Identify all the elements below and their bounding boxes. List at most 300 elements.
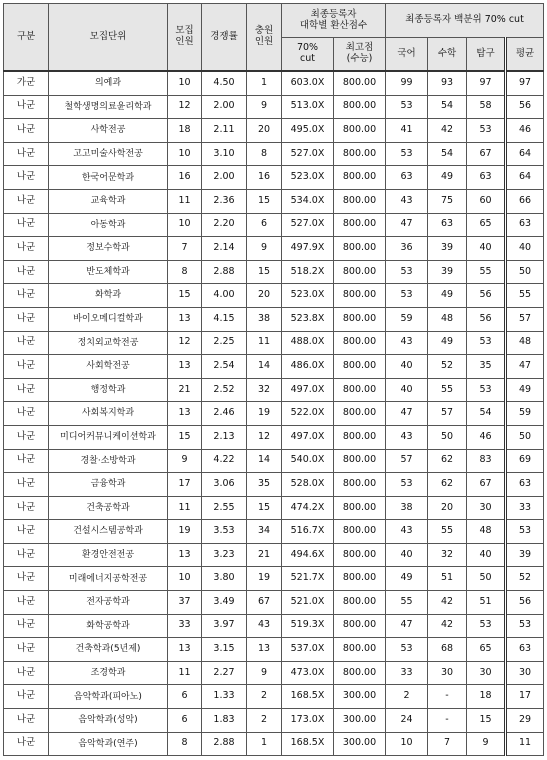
cell-ratio: 2.88 (202, 732, 247, 756)
cell-math: 20 (428, 496, 467, 520)
header-cut70: 70% cut (282, 38, 334, 72)
cell-quota: 16 (168, 166, 202, 190)
cell-extra: 16 (247, 166, 282, 190)
cell-average: 64 (506, 166, 544, 190)
cell-average: 29 (506, 709, 544, 733)
cell-korean: 53 (386, 260, 428, 284)
cell-average: 64 (506, 142, 544, 166)
table-row (4, 189, 544, 213)
cell-average: 69 (506, 449, 544, 473)
cell-ratio: 2.54 (202, 355, 247, 379)
cell-cut70: 168.5X (282, 732, 334, 756)
table-row (4, 331, 544, 355)
cell-group: 나군 (4, 331, 49, 355)
cell-cut70: 486.0X (282, 355, 334, 379)
cell-max-score: 800.00 (334, 213, 386, 237)
cell-unit: 철학생명의료윤리학과 (49, 95, 168, 119)
cell-extra: 34 (247, 520, 282, 544)
table-row (4, 260, 544, 284)
cell-ratio: 2.88 (202, 260, 247, 284)
cell-quota: 12 (168, 95, 202, 119)
cell-unit: 사학전공 (49, 119, 168, 143)
header-extra: 충원 인원 (247, 4, 282, 72)
table-row (4, 355, 544, 379)
cell-average: 53 (506, 614, 544, 638)
cell-average: 52 (506, 567, 544, 591)
cell-extra: 8 (247, 142, 282, 166)
cell-max-score: 800.00 (334, 189, 386, 213)
cell-quota: 10 (168, 567, 202, 591)
cell-max-score: 800.00 (334, 473, 386, 497)
cell-max-score: 800.00 (334, 591, 386, 615)
cell-unit: 교육학과 (49, 189, 168, 213)
cell-extra: 67 (247, 591, 282, 615)
cell-extra: 38 (247, 307, 282, 331)
cell-korean: 63 (386, 166, 428, 190)
cell-math: 93 (428, 71, 467, 95)
cell-inquiry: 54 (467, 402, 506, 426)
cell-average: 63 (506, 213, 544, 237)
cell-max-score: 800.00 (334, 661, 386, 685)
header-final-score: 최종등록자 대학별 환산점수 (282, 4, 386, 38)
cell-ratio: 4.00 (202, 284, 247, 308)
cell-cut70: 537.0X (282, 638, 334, 662)
table-row (4, 520, 544, 544)
cell-quota: 7 (168, 237, 202, 261)
cell-group: 나군 (4, 449, 49, 473)
cell-extra: 1 (247, 71, 282, 95)
cell-math: 42 (428, 119, 467, 143)
cell-korean: 43 (386, 520, 428, 544)
table-row (4, 685, 544, 709)
table-row (4, 213, 544, 237)
cell-max-score: 800.00 (334, 142, 386, 166)
cell-max-score: 800.00 (334, 119, 386, 143)
cell-average: 57 (506, 307, 544, 331)
header-quota: 모집 인원 (168, 4, 202, 72)
cell-unit: 건설시스템공학과 (49, 520, 168, 544)
table-row (4, 71, 544, 95)
cell-max-score: 800.00 (334, 496, 386, 520)
cell-inquiry: 56 (467, 284, 506, 308)
cell-math: 49 (428, 284, 467, 308)
cell-quota: 11 (168, 496, 202, 520)
cell-math: 39 (428, 237, 467, 261)
cell-unit: 건축학과(5년제) (49, 638, 168, 662)
cell-quota: 13 (168, 402, 202, 426)
cell-quota: 8 (168, 732, 202, 756)
cell-math: 49 (428, 166, 467, 190)
cell-korean: 40 (386, 543, 428, 567)
cell-korean: 41 (386, 119, 428, 143)
cell-cut70: 522.0X (282, 402, 334, 426)
cell-extra: 14 (247, 355, 282, 379)
header-math: 수학 (428, 38, 467, 72)
cell-korean: 2 (386, 685, 428, 709)
cell-extra: 15 (247, 260, 282, 284)
cell-unit: 조경학과 (49, 661, 168, 685)
cell-ratio: 2.27 (202, 661, 247, 685)
cell-korean: 36 (386, 237, 428, 261)
cell-quota: 8 (168, 260, 202, 284)
cell-ratio: 2.11 (202, 119, 247, 143)
cell-group: 나군 (4, 591, 49, 615)
table-row (4, 307, 544, 331)
cell-math: 50 (428, 425, 467, 449)
cell-group: 나군 (4, 95, 49, 119)
cell-math: 30 (428, 661, 467, 685)
cell-average: 11 (506, 732, 544, 756)
table-row (4, 284, 544, 308)
cell-extra: 20 (247, 119, 282, 143)
cell-average: 17 (506, 685, 544, 709)
cell-korean: 53 (386, 142, 428, 166)
cell-max-score: 800.00 (334, 425, 386, 449)
table-row (4, 402, 544, 426)
header-unit: 모집단위 (49, 4, 168, 72)
cell-math: 68 (428, 638, 467, 662)
table-row (4, 567, 544, 591)
cell-cut70: 497.0X (282, 425, 334, 449)
cell-cut70: 488.0X (282, 331, 334, 355)
cell-quota: 15 (168, 425, 202, 449)
cell-max-score: 800.00 (334, 260, 386, 284)
cell-average: 63 (506, 473, 544, 497)
header-category: 구분 (4, 4, 49, 72)
cell-math: 62 (428, 449, 467, 473)
cell-max-score: 800.00 (334, 307, 386, 331)
header-inquiry: 탐구 (467, 38, 506, 72)
cell-inquiry: 30 (467, 661, 506, 685)
cell-average: 48 (506, 331, 544, 355)
cell-ratio: 1.83 (202, 709, 247, 733)
cell-quota: 10 (168, 71, 202, 95)
cell-quota: 13 (168, 307, 202, 331)
cell-inquiry: 53 (467, 119, 506, 143)
cell-ratio: 2.13 (202, 425, 247, 449)
cell-unit: 화학공학과 (49, 614, 168, 638)
cell-korean: 47 (386, 402, 428, 426)
cell-korean: 47 (386, 614, 428, 638)
header-korean: 국어 (386, 38, 428, 72)
cell-korean: 53 (386, 473, 428, 497)
table-row (4, 543, 544, 567)
cell-unit: 미디어커뮤니케이션학과 (49, 425, 168, 449)
cell-quota: 9 (168, 449, 202, 473)
cell-max-score: 800.00 (334, 638, 386, 662)
cell-cut70: 494.6X (282, 543, 334, 567)
cell-unit: 아동학과 (49, 213, 168, 237)
cell-quota: 37 (168, 591, 202, 615)
cell-max-score: 800.00 (334, 520, 386, 544)
cell-average: 40 (506, 237, 544, 261)
cell-math: 32 (428, 543, 467, 567)
cell-cut70: 521.7X (282, 567, 334, 591)
table-row (4, 473, 544, 497)
cell-ratio: 2.52 (202, 378, 247, 402)
cell-cut70: 495.0X (282, 119, 334, 143)
table-row (4, 449, 544, 473)
table-row (4, 142, 544, 166)
cell-inquiry: 46 (467, 425, 506, 449)
cell-ratio: 4.22 (202, 449, 247, 473)
cell-ratio: 3.49 (202, 591, 247, 615)
cell-ratio: 3.53 (202, 520, 247, 544)
cell-group: 나군 (4, 496, 49, 520)
cell-cut70: 534.0X (282, 189, 334, 213)
cell-ratio: 4.15 (202, 307, 247, 331)
cell-average: 46 (506, 119, 544, 143)
cell-inquiry: 60 (467, 189, 506, 213)
cell-ratio: 2.20 (202, 213, 247, 237)
cell-unit: 금융학과 (49, 473, 168, 497)
cell-korean: 10 (386, 732, 428, 756)
cell-max-score: 800.00 (334, 284, 386, 308)
cell-quota: 15 (168, 284, 202, 308)
cell-group: 나군 (4, 307, 49, 331)
cell-quota: 6 (168, 709, 202, 733)
cell-cut70: 168.5X (282, 685, 334, 709)
cell-unit: 환경안전전공 (49, 543, 168, 567)
cell-extra: 19 (247, 402, 282, 426)
cell-cut70: 528.0X (282, 473, 334, 497)
cell-extra: 9 (247, 661, 282, 685)
cell-math: 55 (428, 378, 467, 402)
cell-inquiry: 53 (467, 614, 506, 638)
cell-group: 나군 (4, 638, 49, 662)
cell-math: 39 (428, 260, 467, 284)
header-average: 평균 (506, 38, 544, 72)
cell-max-score: 800.00 (334, 166, 386, 190)
cell-group: 나군 (4, 520, 49, 544)
cell-ratio: 2.36 (202, 189, 247, 213)
cell-extra: 12 (247, 425, 282, 449)
cell-quota: 19 (168, 520, 202, 544)
cell-korean: 99 (386, 71, 428, 95)
cell-cut70: 523.0X (282, 284, 334, 308)
cell-ratio: 3.80 (202, 567, 247, 591)
cell-cut70: 173.0X (282, 709, 334, 733)
cell-ratio: 3.15 (202, 638, 247, 662)
cell-unit: 정보수학과 (49, 237, 168, 261)
cell-ratio: 4.50 (202, 71, 247, 95)
cell-unit: 음악학과(피아노) (49, 685, 168, 709)
table-row (4, 638, 544, 662)
cell-extra: 14 (247, 449, 282, 473)
cell-cut70: 527.0X (282, 213, 334, 237)
cell-extra: 1 (247, 732, 282, 756)
cell-extra: 32 (247, 378, 282, 402)
cell-unit: 사회복지학과 (49, 402, 168, 426)
cell-korean: 38 (386, 496, 428, 520)
table-body (4, 71, 544, 756)
cell-extra: 19 (247, 567, 282, 591)
cell-cut70: 523.8X (282, 307, 334, 331)
cell-inquiry: 53 (467, 378, 506, 402)
cell-unit: 고고미술사학전공 (49, 142, 168, 166)
cell-inquiry: 65 (467, 213, 506, 237)
cell-extra: 13 (247, 638, 282, 662)
admission-results-table (3, 3, 544, 756)
cell-group: 나군 (4, 166, 49, 190)
cell-extra: 35 (247, 473, 282, 497)
cell-math: 63 (428, 213, 467, 237)
cell-group: 나군 (4, 732, 49, 756)
cell-korean: 53 (386, 284, 428, 308)
cell-average: 53 (506, 520, 544, 544)
cell-average: 56 (506, 95, 544, 119)
cell-average: 47 (506, 355, 544, 379)
cell-math: 55 (428, 520, 467, 544)
cell-cut70: 540.0X (282, 449, 334, 473)
cell-group: 나군 (4, 709, 49, 733)
cell-quota: 11 (168, 189, 202, 213)
cell-ratio: 3.23 (202, 543, 247, 567)
table-row (4, 709, 544, 733)
cell-inquiry: 18 (467, 685, 506, 709)
cell-max-score: 800.00 (334, 614, 386, 638)
cell-quota: 10 (168, 213, 202, 237)
table-row (4, 591, 544, 615)
cell-cut70: 527.0X (282, 142, 334, 166)
cell-math: 42 (428, 591, 467, 615)
cell-inquiry: 56 (467, 307, 506, 331)
cell-group: 나군 (4, 119, 49, 143)
cell-korean: 49 (386, 567, 428, 591)
cell-inquiry: 97 (467, 71, 506, 95)
cell-group: 나군 (4, 378, 49, 402)
cell-math: - (428, 709, 467, 733)
cell-group: 나군 (4, 213, 49, 237)
table-row (4, 732, 544, 756)
cell-extra: 11 (247, 331, 282, 355)
cell-cut70: 523.0X (282, 166, 334, 190)
cell-group: 나군 (4, 685, 49, 709)
cell-group: 나군 (4, 473, 49, 497)
cell-extra: 2 (247, 709, 282, 733)
header-ratio: 경쟁률 (202, 4, 247, 72)
cell-inquiry: 83 (467, 449, 506, 473)
cell-average: 39 (506, 543, 544, 567)
cell-inquiry: 9 (467, 732, 506, 756)
cell-group: 나군 (4, 237, 49, 261)
table-row (4, 237, 544, 261)
cell-max-score: 800.00 (334, 71, 386, 95)
cell-korean: 43 (386, 331, 428, 355)
cell-extra: 9 (247, 237, 282, 261)
cell-average: 66 (506, 189, 544, 213)
table-row (4, 425, 544, 449)
cell-korean: 53 (386, 638, 428, 662)
cell-quota: 11 (168, 661, 202, 685)
cell-unit: 사회학전공 (49, 355, 168, 379)
cell-korean: 43 (386, 189, 428, 213)
cell-extra: 21 (247, 543, 282, 567)
cell-average: 56 (506, 591, 544, 615)
cell-inquiry: 67 (467, 142, 506, 166)
cell-math: 62 (428, 473, 467, 497)
cell-ratio: 2.00 (202, 166, 247, 190)
cell-cut70: 521.0X (282, 591, 334, 615)
cell-inquiry: 40 (467, 543, 506, 567)
cell-group: 가군 (4, 71, 49, 95)
cell-math: 7 (428, 732, 467, 756)
cell-average: 59 (506, 402, 544, 426)
cell-quota: 6 (168, 685, 202, 709)
cell-group: 나군 (4, 661, 49, 685)
cell-inquiry: 53 (467, 331, 506, 355)
cell-extra: 15 (247, 189, 282, 213)
cell-max-score: 300.00 (334, 685, 386, 709)
cell-inquiry: 63 (467, 166, 506, 190)
table-header (4, 4, 544, 72)
cell-max-score: 800.00 (334, 331, 386, 355)
cell-korean: 43 (386, 425, 428, 449)
cell-ratio: 3.06 (202, 473, 247, 497)
cell-max-score: 800.00 (334, 95, 386, 119)
table-row (4, 166, 544, 190)
cell-cut70: 473.0X (282, 661, 334, 685)
cell-unit: 바이오메디컬학과 (49, 307, 168, 331)
cell-average: 63 (506, 638, 544, 662)
cell-group: 나군 (4, 402, 49, 426)
cell-max-score: 800.00 (334, 449, 386, 473)
cell-math: - (428, 685, 467, 709)
cell-unit: 정치외교학전공 (49, 331, 168, 355)
cell-quota: 12 (168, 331, 202, 355)
cell-math: 48 (428, 307, 467, 331)
cell-ratio: 2.25 (202, 331, 247, 355)
cell-korean: 47 (386, 213, 428, 237)
table-row (4, 614, 544, 638)
cell-inquiry: 51 (467, 591, 506, 615)
cell-korean: 40 (386, 355, 428, 379)
table-row (4, 378, 544, 402)
cell-quota: 10 (168, 142, 202, 166)
cell-unit: 한국어문학과 (49, 166, 168, 190)
cell-cut70: 497.0X (282, 378, 334, 402)
cell-ratio: 2.14 (202, 237, 247, 261)
cell-ratio: 2.00 (202, 95, 247, 119)
cell-quota: 13 (168, 355, 202, 379)
cell-unit: 의예과 (49, 71, 168, 95)
cell-group: 나군 (4, 260, 49, 284)
cell-average: 33 (506, 496, 544, 520)
cell-inquiry: 40 (467, 237, 506, 261)
table-row (4, 119, 544, 143)
cell-group: 나군 (4, 567, 49, 591)
cell-cut70: 497.9X (282, 237, 334, 261)
cell-extra: 20 (247, 284, 282, 308)
cell-inquiry: 58 (467, 95, 506, 119)
cell-math: 49 (428, 331, 467, 355)
cell-average: 97 (506, 71, 544, 95)
cell-math: 75 (428, 189, 467, 213)
cell-ratio: 2.55 (202, 496, 247, 520)
cell-math: 54 (428, 142, 467, 166)
cell-quota: 13 (168, 543, 202, 567)
cell-group: 나군 (4, 284, 49, 308)
cell-korean: 53 (386, 95, 428, 119)
cell-max-score: 800.00 (334, 355, 386, 379)
cell-extra: 6 (247, 213, 282, 237)
cell-cut70: 519.3X (282, 614, 334, 638)
cell-korean: 40 (386, 378, 428, 402)
cell-inquiry: 55 (467, 260, 506, 284)
cell-inquiry: 67 (467, 473, 506, 497)
cell-math: 54 (428, 95, 467, 119)
cell-korean: 59 (386, 307, 428, 331)
